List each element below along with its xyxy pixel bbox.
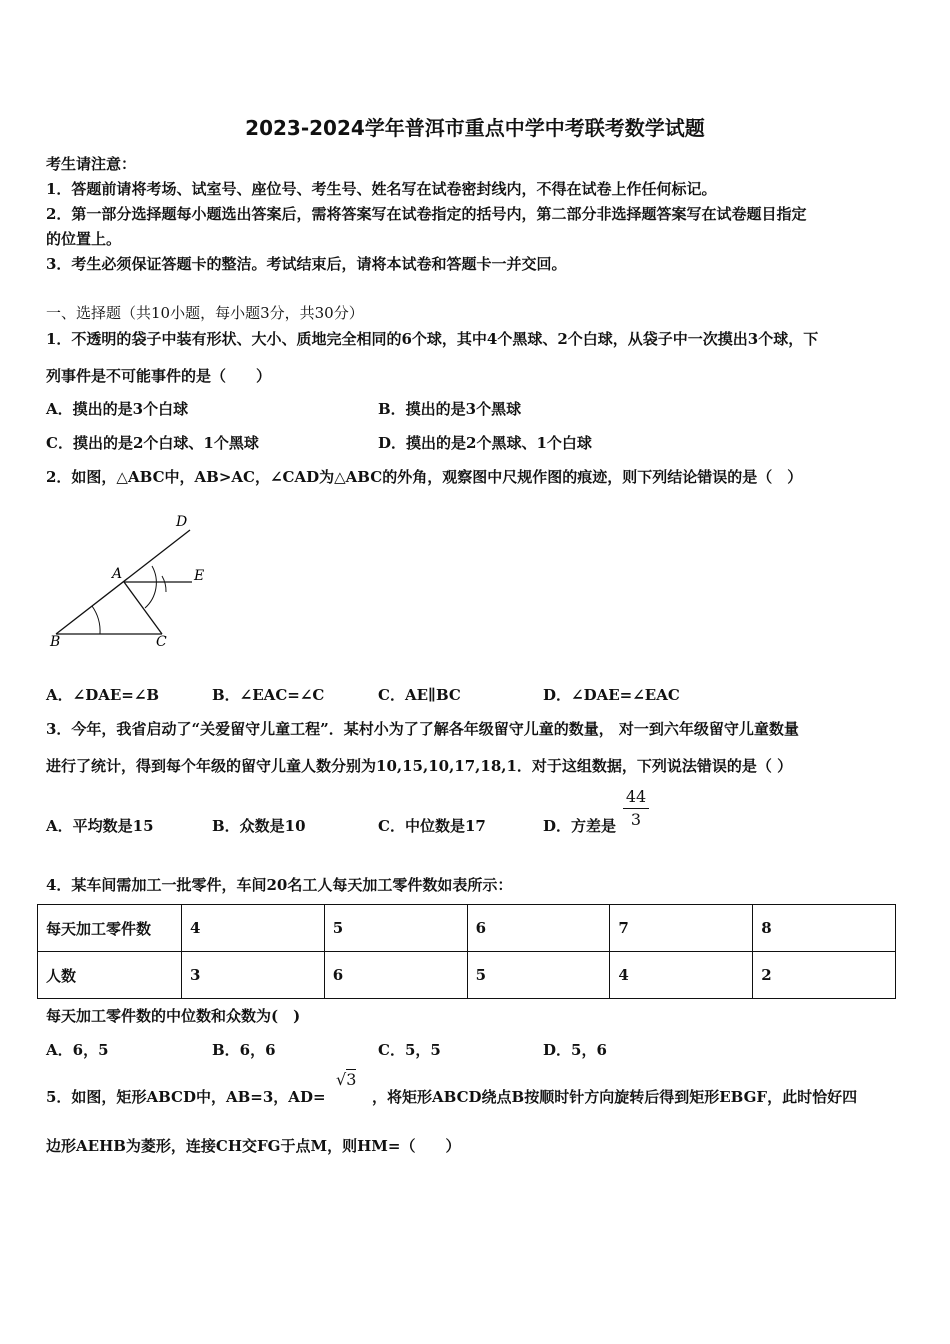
fraction-bar	[623, 808, 649, 809]
fraction-numerator: 44	[625, 787, 647, 806]
q5-stem-line2: 边形AEHB为菱形，连接CH交FG于点M，则HM=（ ）	[46, 1137, 461, 1155]
q5-stem-part2: ，将矩形ABCD绕点B按顺时针方向旋转后得到矩形EBGF，此时恰好四	[372, 1088, 858, 1106]
q3-option-c: C．中位数是17	[378, 817, 486, 835]
label-a: A	[112, 566, 123, 582]
q3-option-a: A．平均数是15	[46, 817, 154, 835]
page-title: 2023-2024学年普洱市重点中学中考联考数学试题	[245, 116, 705, 140]
q2-option-c: C．AE∥BC	[378, 686, 461, 704]
q4-option-c: C．5，5	[378, 1041, 441, 1059]
arc-a	[145, 566, 156, 608]
table-cell: 人数	[38, 952, 182, 999]
q3-option-b: B．众数是10	[212, 817, 306, 835]
label-c: C	[156, 634, 167, 650]
notice-item: 3．考生必须保证答题卡的整洁。考试结束后，请将本试卷和答题卡一并交回。	[46, 255, 567, 273]
notice-item: 1．答题前请将考场、试室号、座位号、考生号、姓名写在试卷密封线内，不得在试卷上作任何标记。	[46, 180, 717, 198]
q2-stem: 2．如图，△ABC中，AB>AC，∠CAD为△ABC的外角，观察图中尺规作图的痕迹，则下列结论错误的是（ ）	[46, 468, 803, 486]
q2-option-b: B．∠EAC=∠C	[212, 686, 325, 704]
q3-fraction	[623, 788, 649, 829]
fraction-denominator: 3	[630, 810, 642, 829]
table-cell: 8	[753, 905, 896, 952]
notice-heading: 考生请注意：	[46, 155, 137, 173]
q1-stem-line2: 列事件是不可能事件的是（ ）	[46, 367, 272, 385]
notice-item: 的位置上。	[46, 230, 122, 248]
table-cell: 4	[182, 905, 325, 952]
table-cell: 6	[467, 905, 610, 952]
q3-option-d: D．方差是	[543, 817, 617, 835]
section-heading: 一、选择题（共10小题，每小题3分，共30分）	[46, 304, 364, 322]
q1-option-c: C．摸出的是2个白球、1个黑球	[46, 434, 259, 452]
table-row	[38, 905, 896, 952]
notice-item: 2．第一部分选择题每小题选出答案后，需将答案写在试卷指定的括号内，第二部分非选择题答案写在试卷题目指定	[46, 205, 807, 223]
q5-stem-part1: 5．如图，矩形ABCD中，AB=3，AD=	[46, 1088, 326, 1106]
table-cell: 5	[467, 952, 610, 999]
q2-option-d: D．∠DAE=∠EAC	[543, 686, 680, 704]
table-cell: 2	[753, 952, 896, 999]
label-e: E	[194, 568, 205, 584]
q1-option-a: A．摸出的是3个白球	[46, 400, 189, 418]
arc-b	[92, 606, 100, 634]
q4-table	[37, 904, 896, 999]
q1-option-d: D．摸出的是2个黑球、1个白球	[378, 434, 592, 452]
q2-figure	[40, 510, 220, 655]
q4-option-d: D．5，6	[543, 1041, 607, 1059]
q3-stem-line2: 进行了统计，得到每个年级的留守儿童人数分别为10,15,10,17,18,1．对于这组数据，下列说法错误的是（ ）	[46, 757, 793, 775]
q1-stem-line1: 1．不透明的袋子中装有形状、大小、质地完全相同的6个球，其中4个黑球、2个白球，从袋子中一次摸出3个球，下	[46, 330, 819, 348]
line-ac	[124, 582, 162, 634]
q1-option-b: B．摸出的是3个黑球	[378, 400, 522, 418]
table-cell: 3	[182, 952, 325, 999]
q4-option-b: B．6，6	[212, 1041, 276, 1059]
table-cell: 每天加工零件数	[38, 905, 182, 952]
table-cell: 7	[610, 905, 753, 952]
q4-stem: 4．某车间需加工一批零件，车间20名工人每天加工零件数如表所示：	[46, 876, 513, 894]
sqrt-symbol: √	[336, 1070, 347, 1089]
q3-stem-line1: 3．今年，我省启动了“关爱留守儿童工程”．某村小为了了解各年级留守儿童的数量， 对一到六年级留守儿童数量	[46, 720, 799, 738]
sqrt-radicand: 3	[346, 1070, 357, 1089]
label-d: D	[176, 514, 188, 530]
q4-option-a: A．6，5	[46, 1041, 109, 1059]
arc-e	[162, 576, 166, 592]
q4-question: 每天加工零件数的中位数和众数为( )	[46, 1007, 301, 1025]
table-cell: 5	[324, 905, 467, 952]
q5-sqrt	[336, 1070, 356, 1089]
label-b: B	[50, 634, 61, 650]
table-cell: 6	[324, 952, 467, 999]
table-cell: 4	[610, 952, 753, 999]
table-row	[38, 952, 896, 999]
q2-option-a: A．∠DAE=∠B	[46, 686, 160, 704]
